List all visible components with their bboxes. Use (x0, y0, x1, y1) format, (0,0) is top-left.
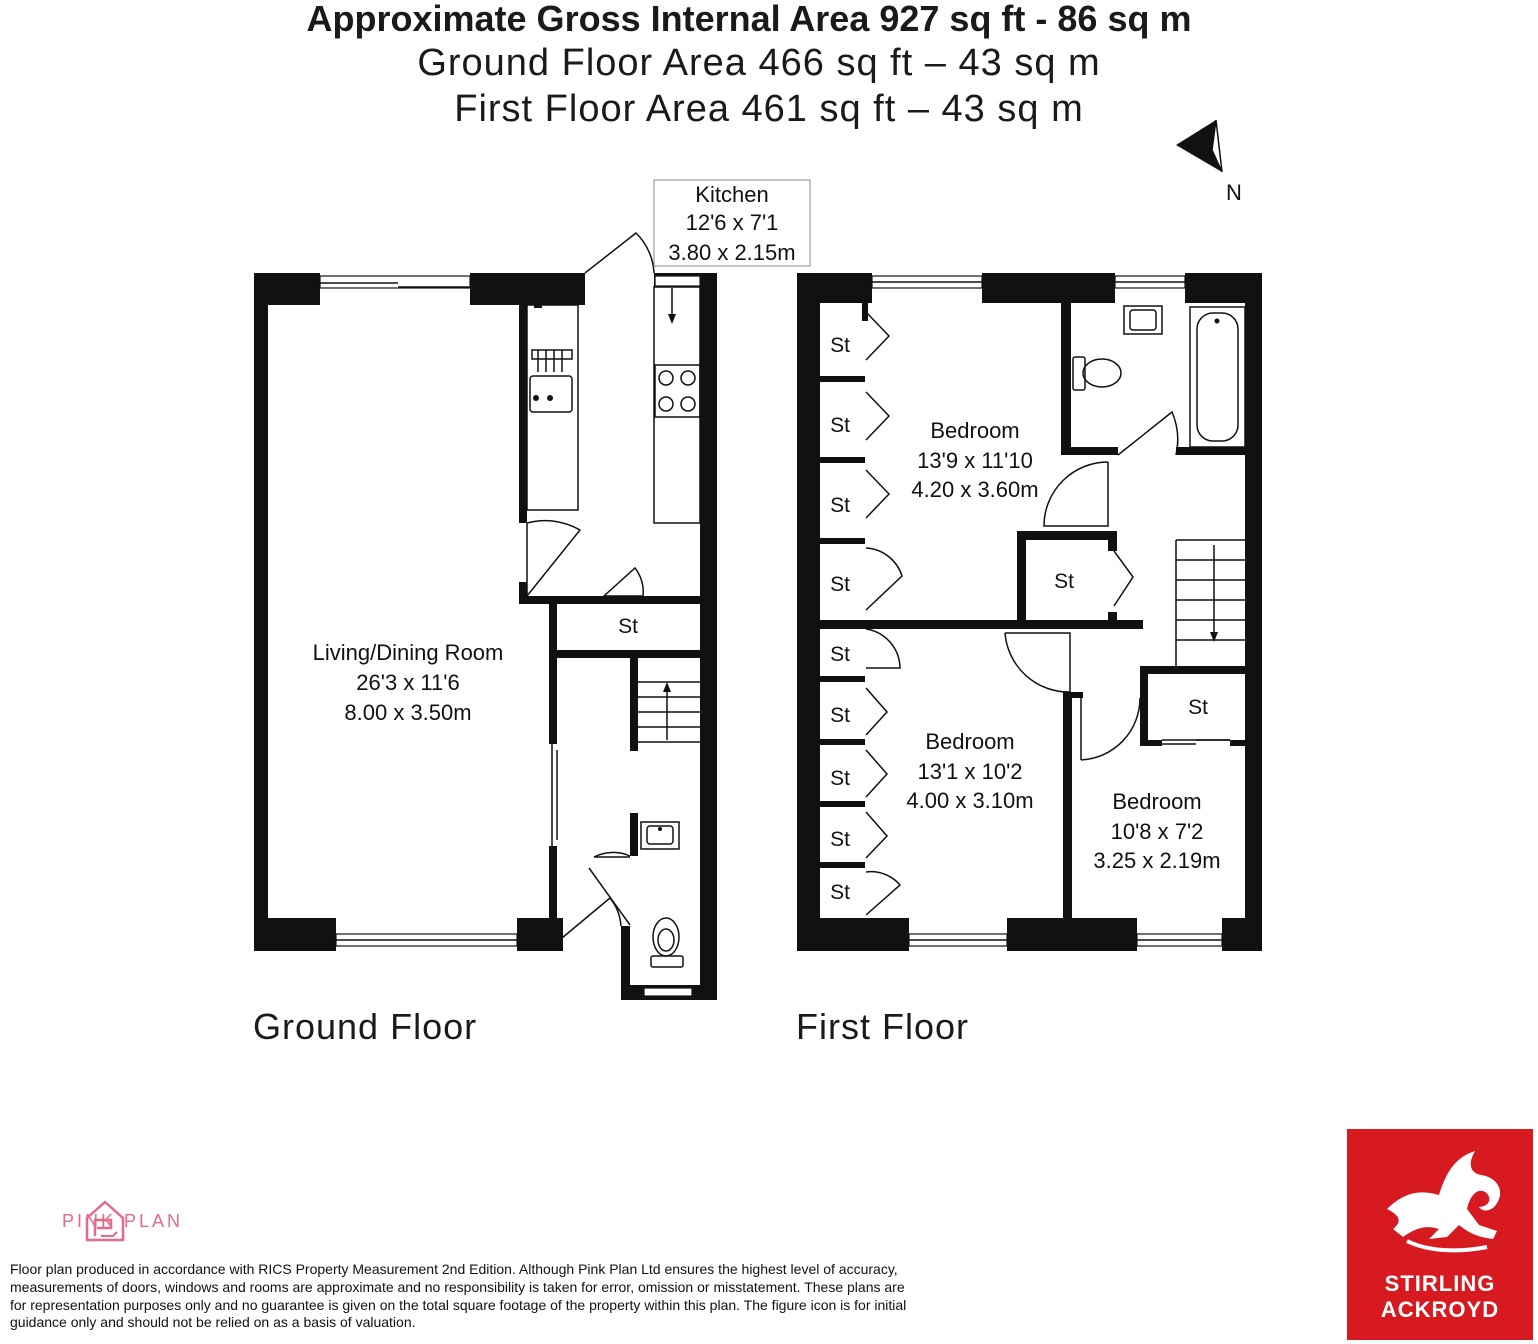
kitchen-metric: 3.80 x 2.15m (668, 240, 796, 265)
wardrobe-label: St (830, 881, 850, 904)
bedroom1-name: Bedroom (930, 418, 1020, 443)
compass-north-label: N (1226, 180, 1242, 205)
bedroom2-name: Bedroom (925, 729, 1015, 754)
bathroom-basin-icon (1124, 306, 1162, 334)
first-floor-label: First Floor (796, 1006, 969, 1047)
bedroom2-imperial: 13'1 x 10'2 (917, 759, 1023, 784)
living-room-imperial: 26'3 x 11'6 (356, 670, 460, 695)
griffin-icon (1347, 1129, 1533, 1269)
wardrobe-label: St (830, 767, 850, 790)
bedroom3-name: Bedroom (1112, 789, 1202, 814)
agent-name-line2: ACKROYD (1380, 1297, 1500, 1322)
bedroom1-imperial: 13'9 x 11'10 (917, 448, 1033, 473)
bedroom1-metric: 4.20 x 3.60m (911, 477, 1039, 502)
kitchen-name: Kitchen (695, 182, 769, 207)
ground-floor-area: Ground Floor Area 466 sq ft – 43 sq m (417, 42, 1101, 84)
wardrobe-label: St (830, 414, 850, 437)
bedroom2-metric: 4.00 x 3.10m (906, 788, 1034, 813)
bedroom3-store-label: St (1188, 696, 1208, 719)
wardrobe-label: St (830, 334, 850, 357)
disclaimer-text: Floor plan produced in accordance with RICS Property Measurement 2nd Edition. Although Pink Plan Ltd ensures the highest level of accuracy, measurements of doors, windows and rooms are approximate and no responsibility is taken for error, omission or misstatement. These plans are for representation purposes only and no guarantee is given on the total square footage of the property within this plan. The figure icon is for initial guidance only and should not be relied on as a basis of valuation. (10, 1261, 907, 1331)
ground-floor-label: Ground Floor (253, 1006, 478, 1047)
gross-area-title: Approximate Gross Internal Area 927 sq ft - 86 sq m (306, 0, 1192, 39)
staircase-icon (638, 682, 700, 742)
ground-store-label: St (618, 615, 638, 638)
kitchen-imperial: 12'6 x 7'1 (685, 210, 779, 235)
agent-name-line1: STIRLING (1384, 1271, 1496, 1296)
hob-icon (655, 365, 700, 417)
north-compass-icon (1176, 120, 1242, 205)
pink-plan-wordmark: PINK PLAN (62, 1211, 184, 1231)
staircase-icon (1176, 540, 1246, 666)
stirling-ackroyd-wordmark (1347, 1271, 1533, 1323)
ground-floor-plan (254, 180, 810, 1000)
living-room-name: Living/Dining Room (312, 640, 504, 665)
bath-icon (1190, 307, 1245, 447)
wardrobe-label: St (830, 494, 850, 517)
bathroom-toilet-icon (1073, 357, 1121, 390)
bedroom3-imperial: 10'8 x 7'2 (1110, 819, 1204, 844)
wardrobe-label: St (830, 828, 850, 851)
landing-store-label: St (1054, 570, 1074, 593)
wardrobe-label: St (830, 573, 850, 596)
wardrobe-label: St (830, 643, 850, 666)
first-floor-plan (797, 273, 1262, 951)
stirling-ackroyd-logo (1347, 1129, 1533, 1340)
first-floor-area: First Floor Area 461 sq ft – 43 sq m (454, 88, 1084, 130)
bedroom3-metric: 3.25 x 2.19m (1093, 848, 1221, 873)
toilet-icon (651, 918, 683, 967)
wardrobe-label: St (830, 704, 850, 727)
wc-basin-icon (641, 822, 679, 849)
kitchen-sink-icon (530, 350, 572, 412)
living-room-metric: 8.00 x 3.50m (344, 700, 472, 725)
